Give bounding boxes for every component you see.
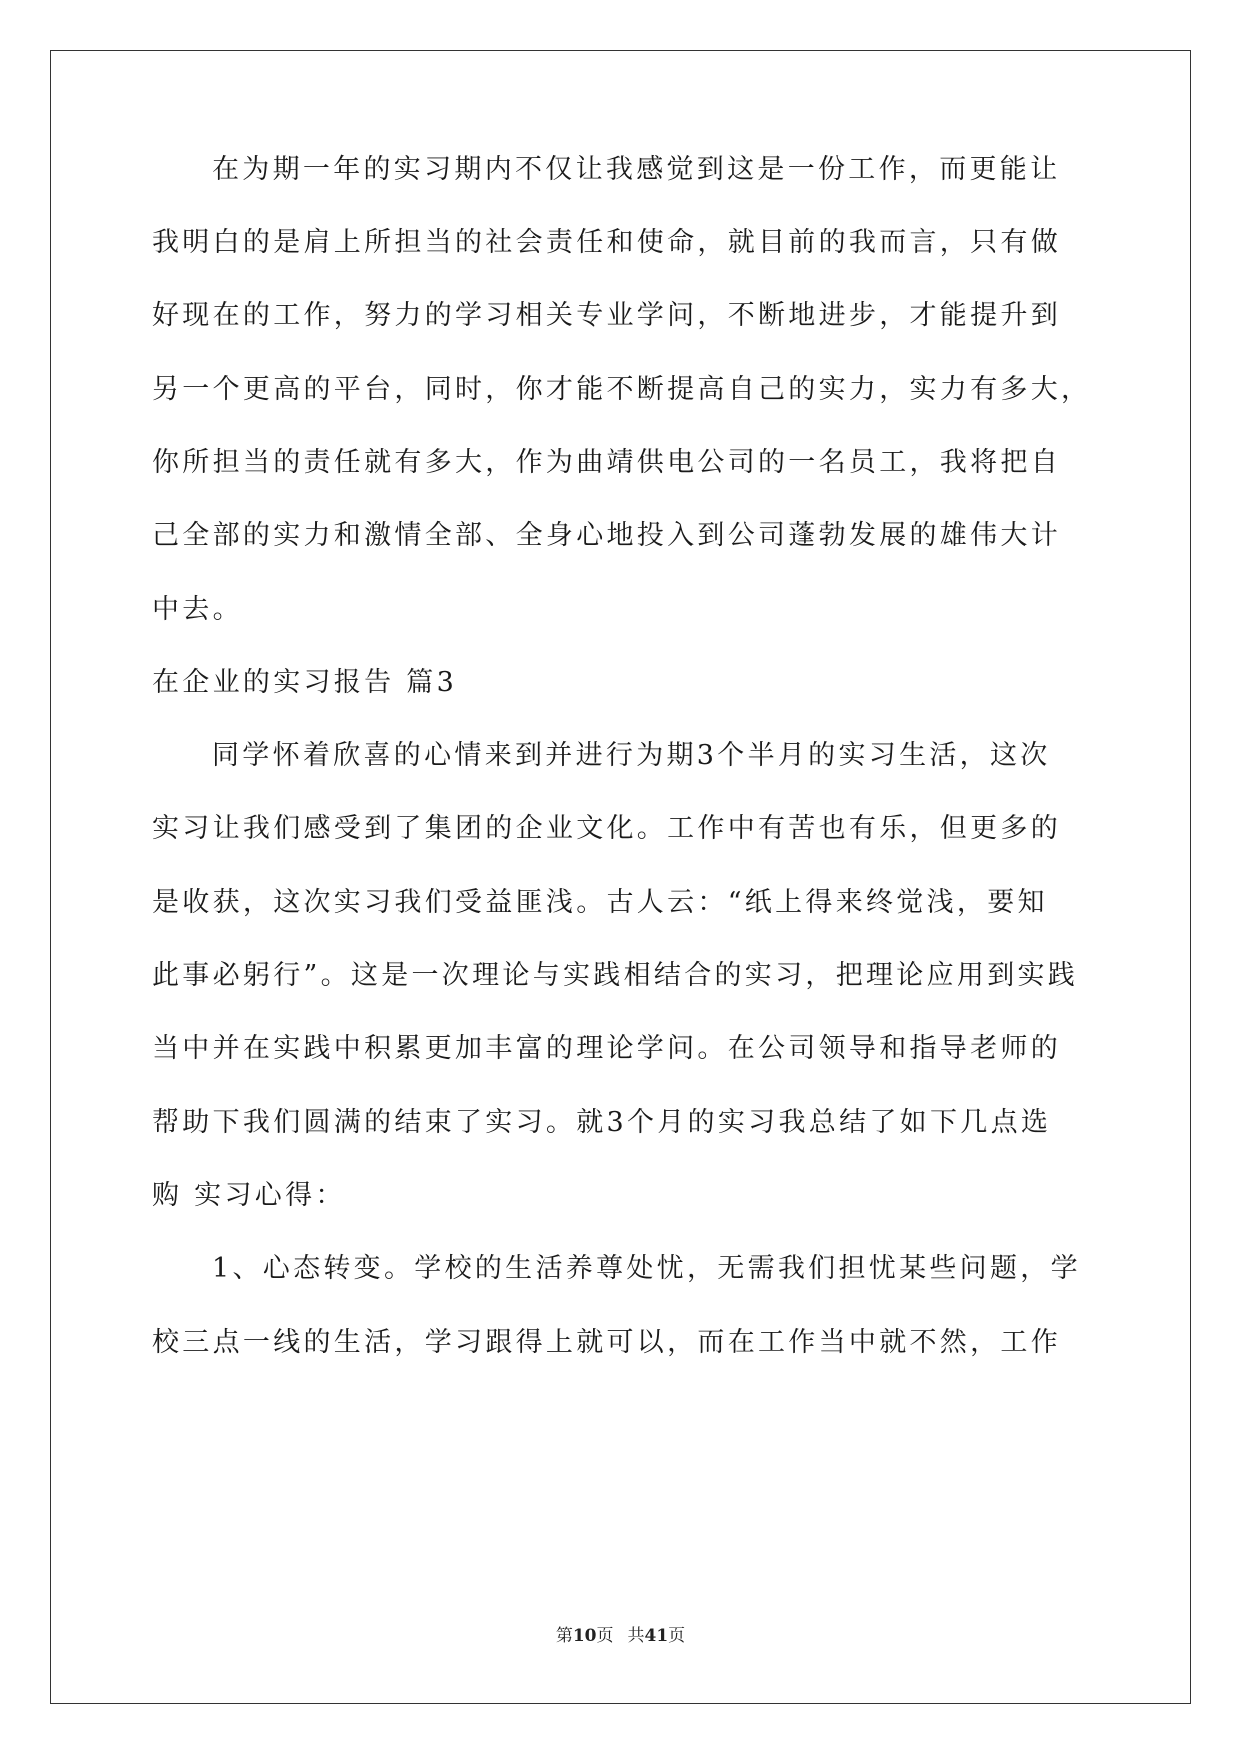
text-line: 是收获，这次实习我们受益匪浅。古人云：“纸上得来终觉浅，要知 [152, 887, 1048, 918]
text-line: 己全部的实力和激情全部、全身心地投入到公司蓬勃发展的雄伟大计 [152, 520, 1061, 551]
total-prefix: 共 [627, 1626, 645, 1646]
total-pages: 41 [644, 1626, 669, 1646]
page-number: 10 [572, 1626, 597, 1646]
total-suffix: 页 [668, 1626, 686, 1646]
text-line: 同学怀着欣喜的心情来到并进行为期3个半月的实习生活，这次 [212, 740, 1051, 771]
text-line: 帮助下我们圆满的结束了实习。就3个月的实习我总结了如下几点选 [152, 1107, 1052, 1138]
text-line: 当中并在实践中积累更加丰富的理论学问。在公司领导和指导老师的 [152, 1033, 1061, 1064]
text-line: 你所担当的责任就有多大，作为曲靖供电公司的一名员工，我将把自 [152, 447, 1061, 478]
page-prefix: 第 [555, 1626, 573, 1646]
page-suffix: 页 [596, 1626, 614, 1646]
text-line: 此事必躬行”。这是一次理论与实践相结合的实习，把理论应用到实践 [152, 960, 1079, 991]
page-footer [0, 1626, 1241, 1646]
text-line: 校三点一线的生活，学习跟得上就可以，而在工作当中就不然，工作 [152, 1327, 1061, 1358]
text-line: 中去。 [152, 594, 243, 625]
text-line: 1、心态转变。学校的生活养尊处忧，无需我们担忧某些问题，学 [212, 1253, 1081, 1284]
page-border [50, 50, 1191, 1704]
section-heading: 在企业的实习报告 篇3 [152, 667, 458, 698]
text-line: 在为期一年的实习期内不仅让我感觉到这是一份工作，而更能让 [212, 154, 1061, 185]
text-line: 另一个更高的平台，同时，你才能不断提高自己的实力，实力有多大， [152, 374, 1092, 405]
text-line: 实习让我们感受到了集团的企业文化。工作中有苦也有乐，但更多的 [152, 813, 1061, 844]
text-line: 购 实习心得： [152, 1180, 346, 1211]
text-line: 我明白的是肩上所担当的社会责任和使命，就目前的我而言，只有做 [152, 227, 1061, 258]
text-line: 好现在的工作，努力的学习相关专业学问，不断地进步，才能提升到 [152, 300, 1061, 331]
